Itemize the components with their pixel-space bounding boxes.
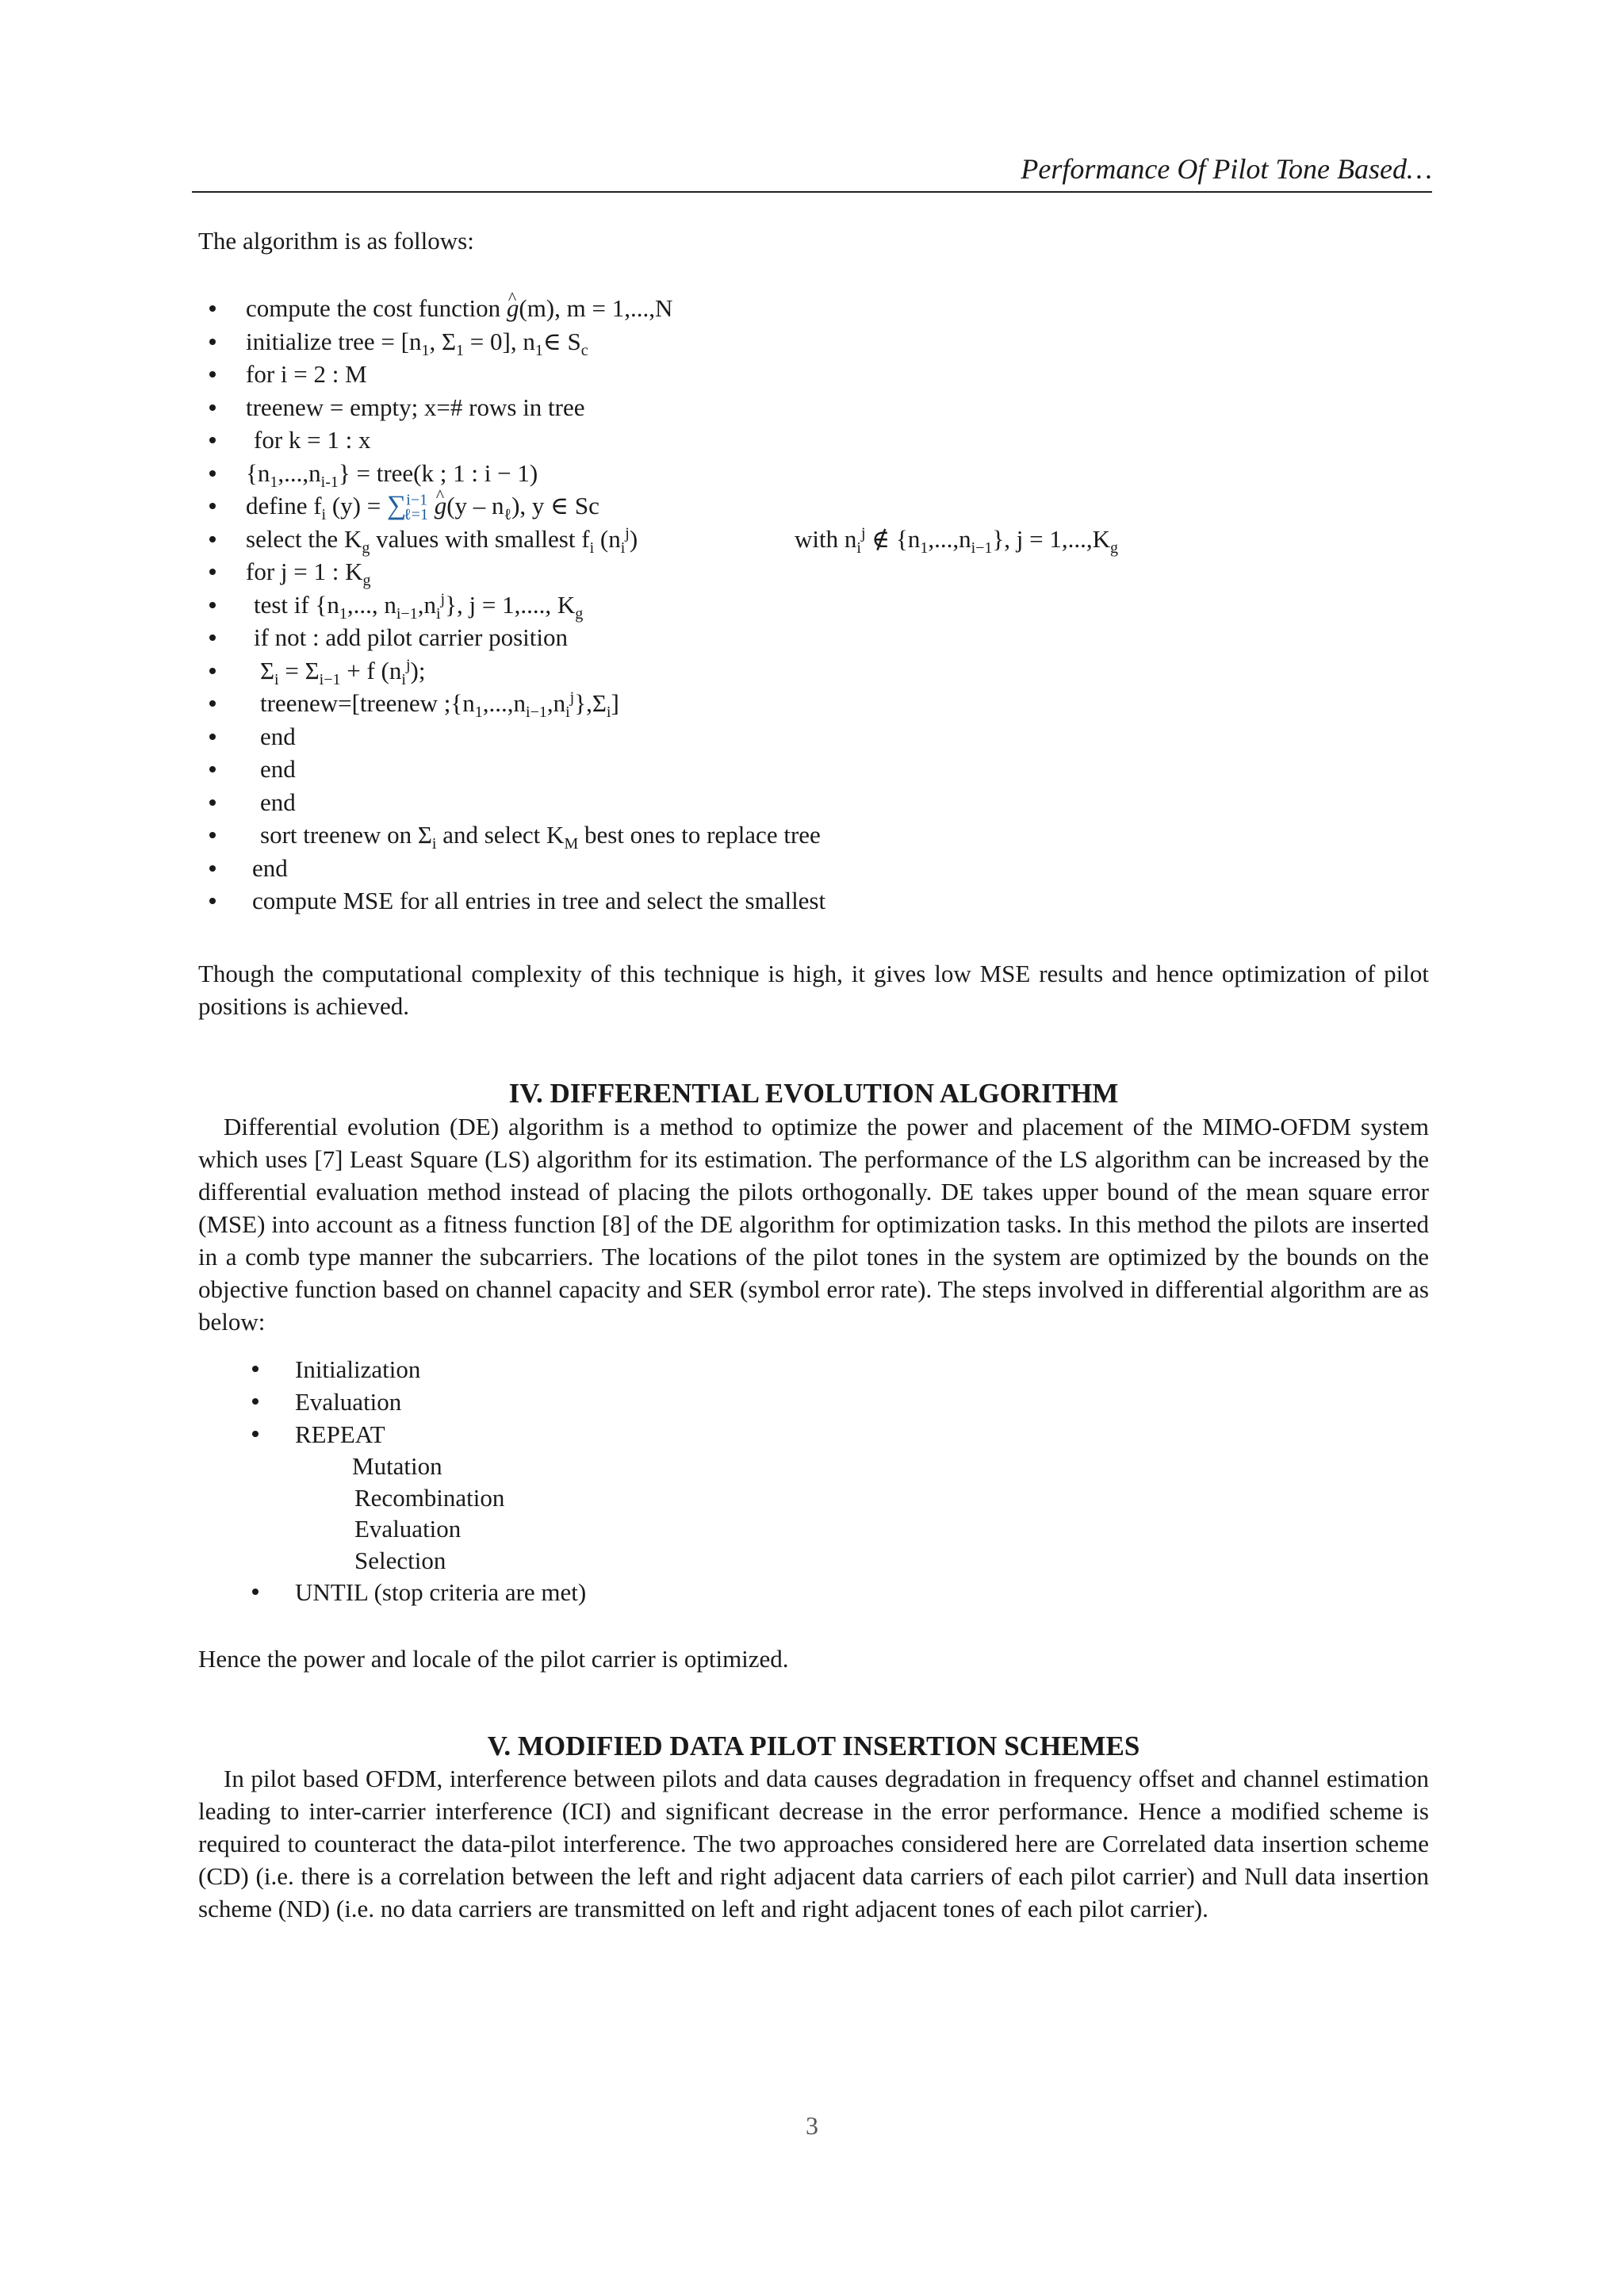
list-item: define $f_i$ (y) = ∑$^{i-1}_{\ell=1}$ g ^(y – $n_\ell$), y ∈ Sc: [198, 489, 1435, 523]
list-item: Initialization: [246, 1353, 959, 1386]
list-item: end: [198, 753, 1435, 786]
list-item: select the $K_g$ values with smallest $f_i$ $(n_i^j)$ with $n_i^j$ ∉ $\{n_1,...,n_{i-1}\}$, $j = 1,...,K_g$: [198, 523, 1435, 556]
list-item: REPEAT: [246, 1418, 959, 1451]
list-item: compute MSE for all entries in tree and select the smallest: [198, 884, 1435, 918]
list-item: end: [198, 852, 1435, 885]
list-item: if not : add pilot carrier position: [198, 621, 1435, 654]
list-item: initialize tree = [$n_1$, $\Sigma_1 = 0$], $n_1\in$ $S_c$: [198, 325, 1435, 358]
paragraph-optimized: Hence the power and locale of the pilot carrier is optimized.: [198, 1645, 789, 1673]
list-item: end: [198, 786, 1435, 819]
summation-symbol: ∑: [386, 491, 407, 520]
list-item: test if {$n_1$,..., $n_{i-1},n_i^j$}, j = 1,...., $K_g$: [198, 588, 1435, 622]
section-heading-v: V. MODIFIED DATA PILOT INSERTION SCHEMES: [487, 1731, 1140, 1761]
page-number: 3: [806, 2111, 818, 2140]
list-item: end: [198, 720, 1435, 753]
list-item: sort treenew on $\Sigma_i$ and select $K_M$ best ones to replace tree: [198, 818, 1435, 852]
list-item: $\Sigma_i = \Sigma_{i-1} + f$ $(n_i^j)$;: [198, 654, 1435, 688]
list-item: Recombination: [354, 1483, 505, 1512]
g-hat-symbol: g ^: [435, 492, 447, 519]
paragraph-insertion-schemes: In pilot based OFDM, interference between pilots and data causes degradation in frequency offset and channel estimation leading to inter-carrier interference (ICI) and significant decrease in the error performance. Hence a modified scheme is required to counteract the data-pilot interference. The two approaches considered here are Correlated data insertion scheme (CD) (i.e. there is a correlation between the left and right adjacent data carriers of each pilot carrier) and Null data insertion scheme (ND) (i.e. no data carriers are transmitted on left and right adjacent tones of each pilot carrier).: [198, 1765, 1429, 1922]
paragraph-de-algorithm: Differential evolution (DE) algorithm is a method to optimize the power and placement of the MIMO-OFDM system which uses [7] Least Square (LS) algorithm for its estimation. The performance of the LS algorithm can be increased by the differential evaluation method instead of placing the pilots orthogonally. DE takes upper bound of the mean square error (MSE) into account as a fitness function [8] of the DE algorithm for optimization tasks. In this method the pilots are inserted in a comb type manner the subcarriers. The locations of the pilot tones in the system are optimized by the bounds on the objective function based on channel capacity and SER (symbol error rate). The steps involved in differential algorithm are as below:: [198, 1113, 1429, 1336]
list-item: Evaluation: [354, 1515, 462, 1543]
section-heading-iv: IV. DIFFERENTIAL EVOLUTION ALGORITHM: [508, 1078, 1119, 1109]
list-item: for k = 1 : x: [198, 424, 1435, 457]
list-item: treenew = empty; x=# rows in tree: [198, 391, 1435, 424]
list-item: $\{n_1,...,n_{i-1}\}$ = tree(k ; 1 : i − 1): [198, 457, 1435, 490]
de-steps-list: [246, 1353, 959, 1608]
list-item: Evaluation: [246, 1386, 959, 1418]
algorithm-intro: The algorithm is as follows:: [198, 227, 474, 255]
list-item: for i = 2 : M: [198, 358, 1435, 391]
list-item: compute the cost function g ^(m), m = 1,...,N: [198, 292, 1435, 325]
running-header: Performance Of Pilot Tone Based…: [1021, 153, 1432, 185]
list-item: Mutation: [352, 1452, 442, 1480]
paragraph-complexity: Though the computational complexity of this technique is high, it gives low MSE results and hence optimization of pilot positions is achieved.: [198, 960, 1429, 1020]
algorithm-list: [198, 292, 1435, 918]
list-item: UNTIL (stop criteria are met): [246, 1576, 959, 1608]
list-item: Selection: [354, 1546, 446, 1574]
header-rule: [192, 191, 1432, 193]
list-item: treenew=[treenew $;\{n_1,...,n_{i-1},n_i^j\},\Sigma_i$]: [198, 687, 1435, 720]
list-item: for j = 1 : $K_g$: [198, 555, 1435, 588]
g-hat-symbol: g ^: [507, 294, 519, 322]
constraint-text: with $n_i^j$ ∉ $\{n_1,...,n_{i-1}\}$, $j = 1,...,K_g$: [795, 524, 1119, 557]
